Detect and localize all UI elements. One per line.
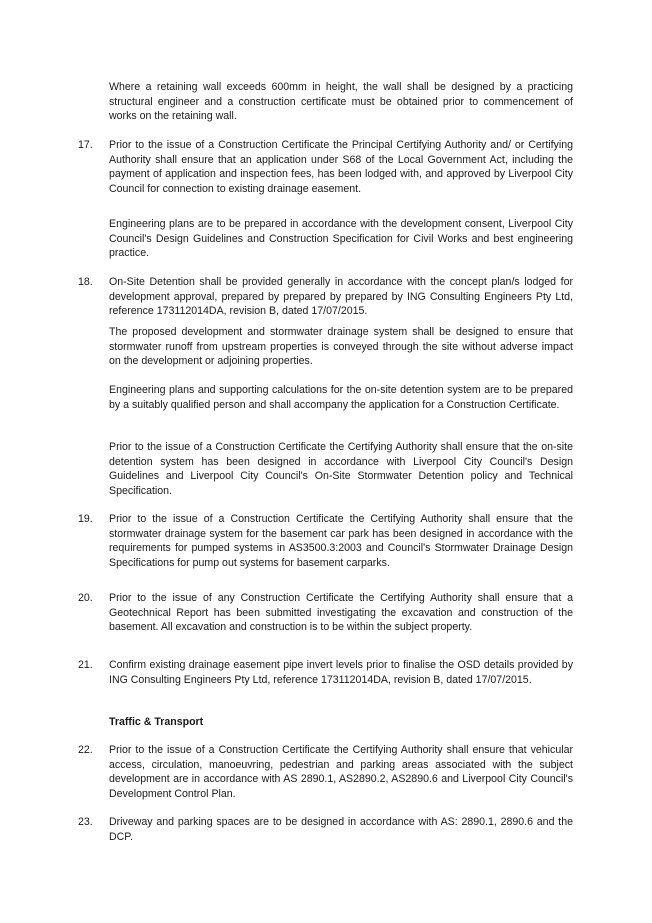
condition-21-paragraph-1: Confirm existing drainage easement pipe invert levels prior to finalise the OSD details provided by ING Consulting Engineers Pty Ltd, reference 173112014DA, revision B, dated 17/07/2015. <box>109 659 573 686</box>
condition-18-paragraph-2: The proposed development and stormwater drainage system shall be designed to ensure that stormwater runoff from upstream properties is conveyed through the site without adverse impact on the development or adjoining properties. <box>109 326 573 368</box>
condition-number-19: 19. <box>78 513 93 525</box>
condition-number-17: 17. <box>78 139 93 151</box>
condition-22-paragraph-1: Prior to the issue of a Construction Certificate the Certifying Authority shall ensure that vehicular access, circulation, manoeuvring, pedestrian and parking areas associated with the subject development are in accordance with AS 2890.1, AS2890.2, AS2890.6 and Liverpool City Council's Development Control Plan. <box>109 744 573 800</box>
condition-18-paragraph-3: Engineering plans and supporting calculations for the on-site detention system are to be prepared by a suitably qualified person and shall accompany the application for a Construction Certificate. <box>109 384 573 411</box>
condition-number-18: 18. <box>78 276 93 288</box>
condition-number-20: 20. <box>78 592 93 604</box>
section-heading-traffic-transport: Traffic & Transport <box>109 716 204 728</box>
condition-19-paragraph-1: Prior to the issue of a Construction Certificate the Certifying Authority shall ensure that the stormwater drainage system for the basement car park has been designed in accordance with the requirements for pumped systems in AS3500.3:2003 and Council's Stormwater Drainage Design Specifications for pump out systems for basement carparks. <box>109 513 573 569</box>
condition-23-paragraph-1: Driveway and parking spaces are to be designed in accordance with AS: 2890.1, 2890.6 and the DCP. <box>109 816 573 843</box>
condition-number-21: 21. <box>78 659 93 671</box>
condition-17-paragraph-2: Engineering plans are to be prepared in accordance with the development consent, Liverpool City Council's Design Guidelines and Construction Specification for Civil Works and best engineering practice. <box>109 218 573 260</box>
condition-18-paragraph-4: Prior to the issue of a Construction Certificate the Certifying Authority shall ensure that the on-site detention system has been designed in accordance with Liverpool City Council's Design Guidelines and Liverpool City Council's On-Site Stormwater Detention policy and Technical Specification. <box>109 441 573 497</box>
condition-number-23: 23. <box>78 816 93 828</box>
condition-17-paragraph-1: Prior to the issue of a Construction Certificate the Principal Certifying Authority and/ or Certifying Authority shall ensure that an application under S68 of the Local Government Act, including the payment of application and inspection fees, has been lodged with, and approved by Liverpool City Council for connection to existing drainage easement. <box>109 139 573 195</box>
condition-18-paragraph-1: On-Site Detention shall be provided generally in accordance with the concept plan/s lodged for development approval, prepared by prepared by prepared by ING Consulting Engineers Pty Ltd, reference 173112014DA, revision B, dated 17/07/2015. <box>109 276 573 318</box>
condition-number-22: 22. <box>78 744 93 756</box>
intro-paragraph: Where a retaining wall exceeds 600mm in height, the wall shall be designed by a practicing structural engineer and a construction certificate must be obtained prior to commencement of works on the retaining wall. <box>109 81 573 123</box>
condition-20-paragraph-1: Prior to the issue of any Construction Certificate the Certifying Authority shall ensure that a Geotechnical Report has been submitted investigating the excavation and construction of the basement. All excavation and construction is to be within the subject property. <box>109 592 573 634</box>
